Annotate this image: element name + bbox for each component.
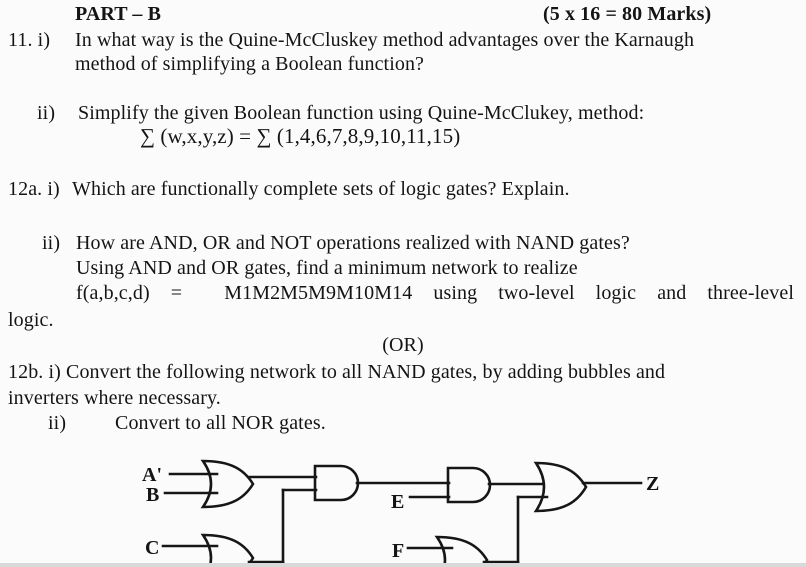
q11-i-line2: method of simplifying a Boolean function? bbox=[75, 53, 425, 75]
scan-artifact-band bbox=[0, 563, 806, 567]
input-b-label: B bbox=[146, 484, 160, 506]
q12b-ii-text: Convert to all NOR gates. bbox=[115, 412, 326, 434]
q11-ii-formula: ∑ (w,x,y,z) = ∑ (1,4,6,7,8,9,10,11,15) bbox=[140, 124, 461, 148]
input-e-label: E bbox=[391, 491, 405, 513]
or-divider: (OR) bbox=[382, 334, 424, 356]
circuit-diagram bbox=[0, 440, 806, 567]
marks-label: (5 x 16 = 80 Marks) bbox=[543, 3, 712, 25]
q12a-ii-line4: logic. bbox=[8, 309, 54, 331]
q11-i-line1: In what way is the Quine-McCluskey method advantages over the Karnaugh bbox=[75, 29, 695, 51]
or-gate-ab bbox=[203, 461, 253, 507]
q12a-ii-line3: f(a,b,c,d) = M1M2M5M9M10M14 using two-level logic and three-level bbox=[76, 282, 794, 304]
input-f-label: F bbox=[392, 540, 405, 562]
q12b-ii-number: ii) bbox=[48, 412, 67, 434]
q12a-i-line1: Which are functionally complete sets of logic gates? Explain. bbox=[72, 178, 570, 200]
q12a-ii-line1: How are AND, OR and NOT operations realized with NAND gates? bbox=[76, 232, 630, 254]
input-a-label: A' bbox=[142, 464, 162, 486]
q11-ii-text: Simplify the given Boolean function using Quine-McClukey, method: bbox=[78, 102, 645, 124]
part-title: PART – B bbox=[75, 3, 162, 25]
q12b-i-line2: inverters where necessary. bbox=[8, 387, 221, 409]
q12a-number: 12a. i) bbox=[8, 178, 60, 200]
or-gate-final bbox=[536, 463, 586, 511]
output-z-label: Z bbox=[646, 473, 660, 495]
q11-number: 11. i) bbox=[8, 29, 51, 51]
q12a-ii-line2: Using AND and OR gates, find a minimum network to realize bbox=[76, 257, 578, 279]
q12b-i-line1: 12b. i) Convert the following network to all NAND gates, by adding bubbles and bbox=[8, 361, 666, 383]
input-c-label: C bbox=[145, 537, 160, 559]
q11-ii-number: ii) bbox=[37, 102, 56, 124]
and-gate-2 bbox=[448, 468, 490, 502]
and-gate-1 bbox=[315, 466, 358, 500]
q12a-ii-number: ii) bbox=[42, 232, 61, 254]
